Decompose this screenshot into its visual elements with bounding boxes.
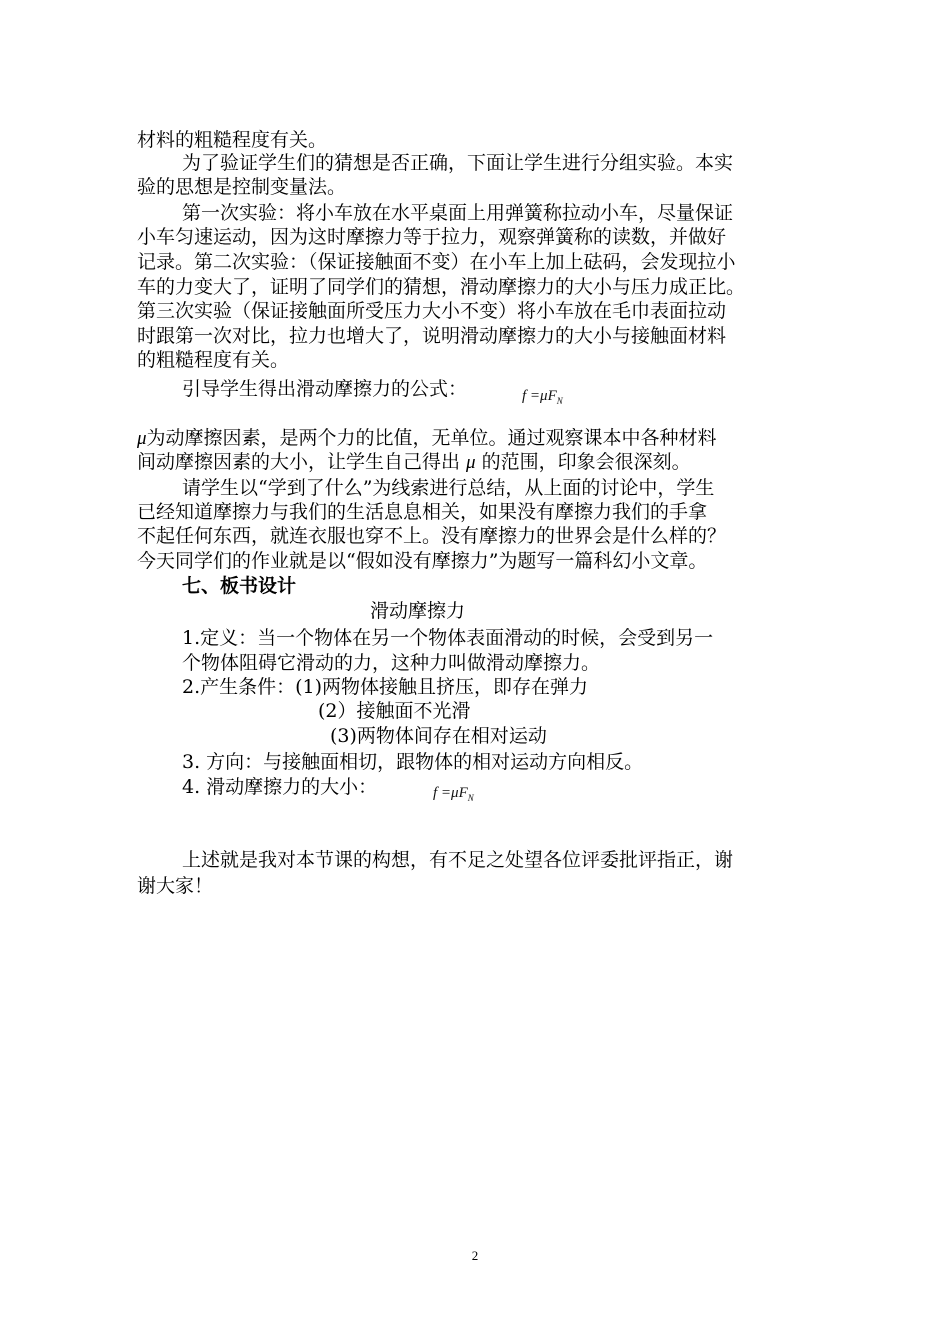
board-line: 2.产生条件：(1)两物体接触且挤压，即存在弹力	[182, 676, 589, 698]
formula-main: f =μF	[522, 388, 557, 404]
formula-main: f =μF	[433, 785, 468, 801]
formula-subscript: N	[467, 793, 474, 803]
page-number: 2	[471, 1248, 479, 1263]
friction-formula	[522, 388, 563, 405]
text-line: 引导学生得出滑动摩擦力的公式：	[182, 378, 468, 400]
text-span: 的范围，印象会很深刻。	[481, 451, 691, 473]
text-span: 为动摩擦因素，是两个力的比值，无单位。通过观察课本中各种材料	[146, 427, 717, 449]
text-line: 小车匀速运动，因为这时摩擦力等于拉力，观察弹簧称的读数，并做好	[137, 226, 727, 248]
board-title: 滑动摩擦力	[370, 600, 466, 622]
board-line: 个物体阻碍它滑动的力，这种力叫做滑动摩擦力。	[182, 652, 601, 674]
text-line: 今天同学们的作业就是以“假如没有摩擦力”为题写一篇科幻小文章。	[137, 550, 708, 572]
board-line: (3)两物体间存在相对运动	[330, 725, 547, 747]
text-line: 不起任何东西，就连衣服也穿不上。没有摩擦力的世界会是什么样的？	[137, 525, 727, 547]
text-line: 谢大家！	[137, 875, 214, 897]
board-line: 4. 滑动摩擦力的大小：	[182, 776, 378, 798]
board-line: 3. 方向：与接触面相切，跟物体的相对运动方向相反。	[182, 751, 644, 773]
text-line: 上述就是我对本节课的构想，有不足之处望各位评委批评指正，谢	[182, 849, 734, 871]
text-span: 间动摩擦因素的大小，让学生自己得出	[137, 451, 461, 473]
section-heading: 七、板书设计	[182, 575, 297, 597]
board-line: (2）接触面不光滑	[318, 700, 471, 722]
text-line: 第三次实验（保证接触面所受压力大小不变）将小车放在毛巾表面拉动	[137, 300, 727, 322]
text-line: 第一次实验：将小车放在水平桌面上用弹簧称拉动小车，尽量保证	[182, 202, 734, 224]
text-line	[137, 426, 717, 451]
friction-formula	[433, 785, 474, 802]
text-line	[137, 450, 691, 475]
text-line: 的粗糙程度有关。	[137, 349, 290, 371]
text-line: 验的思想是控制变量法。	[137, 176, 347, 198]
text-line: 车的力变大了，证明了同学们的猜想，滑动摩擦力的大小与压力成正比。	[137, 276, 746, 298]
mu-symbol: μ	[466, 452, 476, 473]
text-line: 记录。第二次实验：（保证接触面不变）在小车上加上砝码，会发现拉小	[137, 251, 736, 273]
mu-symbol: μ	[137, 428, 147, 449]
board-line: 1.定义：当一个物体在另一个物体表面滑动的时候，会受到另一	[182, 627, 714, 649]
text-line: 已经知道摩擦力与我们的生活息息相关，如果没有摩擦力我们的手拿	[137, 501, 708, 523]
text-line: 请学生以“学到了什么”为线索进行总结，从上面的讨论中，学生	[182, 477, 715, 499]
text-line: 材料的粗糙程度有关。	[137, 129, 328, 151]
text-line: 时跟第一次对比，拉力也增大了，说明滑动摩擦力的大小与接触面材料	[137, 325, 727, 347]
text-line: 为了验证学生们的猜想是否正确，下面让学生进行分组实验。本实	[182, 152, 734, 174]
formula-subscript: N	[556, 396, 563, 406]
